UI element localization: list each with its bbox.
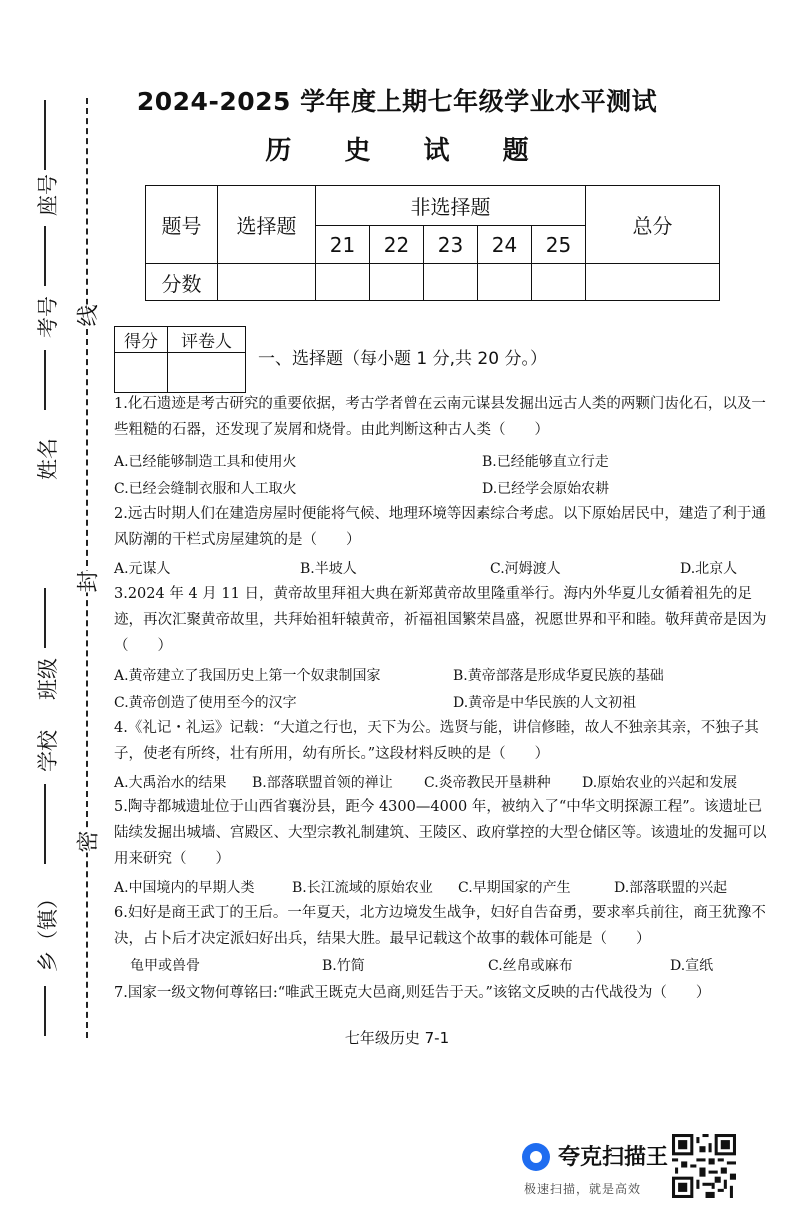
q25-header: 25 xyxy=(532,226,586,264)
town-label: 乡（镇） xyxy=(36,888,60,972)
q2-option-a: A.元谋人 xyxy=(114,561,171,577)
question-3: 3.2024 年 4 月 11 日，黄帝故里拜祖大典在新郑黄帝故里隆重举行。海内外华夏儿女循着祖先的足迹，再次汇聚黄帝故里，共拜始祖轩辕黄帝，祈福祖国繁荣昌盛，祝愿世界和平和睦。敬拜黄帝是因为（ ） xyxy=(114,586,767,654)
binding-dashed-line xyxy=(86,98,88,1038)
school-label: 学校 xyxy=(36,730,60,772)
question-7: 7.国家一级文物何尊铭曰:“唯武王既克大邑商,则廷告于天。”该铭文反映的古代战役为（ ） xyxy=(114,985,711,1001)
total-header: 总分 xyxy=(586,186,720,264)
q2-option-b: B.半坡人 xyxy=(300,561,357,577)
choice-header: 选择题 xyxy=(218,186,316,264)
page-title: 2024-2025 学年度上期七年级学业水平测试 xyxy=(136,87,658,116)
score-cell-choice xyxy=(218,264,316,301)
score-cell-23 xyxy=(424,264,478,301)
score-cell-25 xyxy=(532,264,586,301)
grader-name-label: 评卷人 xyxy=(168,327,246,353)
q6-option-d: D.宣纸 xyxy=(670,958,714,974)
q1-option-d: D.已经学会原始农耕 xyxy=(482,481,610,497)
q3-option-b: B.黄帝部落是形成华夏民族的基础 xyxy=(453,668,664,684)
name-line xyxy=(44,350,46,410)
q4-option-d: D.原始农业的兴起和发展 xyxy=(582,775,738,791)
score-cell-24 xyxy=(478,264,532,301)
question-4: 4.《礼记・礼运》记载：“大道之行也，天下为公。选贤与能，讲信修睦，故人不独亲其亲，不独子其子，使老有所终，壮有所用，幼有所长。”这段材料反映的是（ ） xyxy=(114,720,759,762)
score-cell-21 xyxy=(316,264,370,301)
q1-option-a: A.已经能够制造工具和使用火 xyxy=(114,454,297,470)
q23-header: 23 xyxy=(424,226,478,264)
exam-no-label: 考号 xyxy=(36,296,60,338)
seat-label: 座号 xyxy=(36,174,60,216)
grader-table xyxy=(114,326,246,393)
exam-no-line xyxy=(44,226,46,286)
q3-option-a: A.黄帝建立了我国历史上第一个奴隶制国家 xyxy=(114,668,381,684)
school-line xyxy=(44,784,46,864)
score-cell-total xyxy=(586,264,720,301)
q5-option-b: B.长江流域的原始农业 xyxy=(292,880,433,896)
grader-score-label: 得分 xyxy=(115,327,168,353)
q6-option-b: B.竹简 xyxy=(322,958,365,974)
question-2: 2.远古时期人们在建造房屋时便能将气候、地理环境等因素综合考虑。以下原始居民中，建造了利于通风防潮的干栏式房屋建筑的是（ ） xyxy=(114,506,766,548)
q4-option-a: A.大禹治水的结果 xyxy=(114,775,227,791)
grader-score-cell xyxy=(115,353,168,393)
question-5: 5.陶寺都城遗址位于山西省襄汾县，距今 4300—4000 年，被纳入了“中华文明探源工程”。该遗址已陆续发掘出城墙、宫殿区、大型宗教礼制建筑、王陵区、政府掌控的大型仓储区等。该遗址的发掘可以用来研究（ ） xyxy=(114,799,767,867)
q6-option-c: C.丝帛或麻布 xyxy=(488,958,573,974)
secret-mark: 密 xyxy=(72,830,103,852)
score-row-label: 分数 xyxy=(146,264,218,301)
q21-header: 21 xyxy=(316,226,370,264)
score-table xyxy=(145,185,720,301)
q4-option-b: B.部落联盟首领的禅让 xyxy=(252,775,393,791)
class-label: 班级 xyxy=(36,658,60,700)
qr-code-icon xyxy=(672,1134,736,1198)
q1-option-b: B.已经能够直立行走 xyxy=(482,454,609,470)
scanner-name: 夸克扫描王 xyxy=(558,1145,669,1170)
scanner-slogan: 极速扫描，就是高效 xyxy=(524,1182,642,1196)
q3-option-d: D.黄帝是中华民族的人文初祖 xyxy=(453,695,637,711)
scanner-logo-icon xyxy=(522,1143,550,1171)
q5-option-a: A.中国境内的早期人类 xyxy=(114,880,255,896)
class-line xyxy=(44,588,46,648)
page-footer: 七年级历史 7-1 xyxy=(344,1029,450,1047)
question-1: 1.化石遗迹是考古研究的重要依据，考古学者曾在云南元谋县发掘出远古人类的两颗门齿化石，以及一些粗糙的石器，还发现了炭屑和烧骨。由此判断这种古人类（ ） xyxy=(114,396,766,438)
question-no-header: 题号 xyxy=(146,186,218,264)
q6-option-a: 龟甲或兽骨 xyxy=(130,958,200,974)
q5-option-c: C.早期国家的产生 xyxy=(458,880,571,896)
seal-mark: 封 xyxy=(72,570,103,592)
q3-option-c: C.黄帝创造了使用至今的汉字 xyxy=(114,695,297,711)
q5-option-d: D.部落联盟的兴起 xyxy=(614,880,728,896)
q22-header: 22 xyxy=(370,226,424,264)
name-label: 姓名 xyxy=(36,438,60,480)
q2-option-c: C.河姆渡人 xyxy=(490,561,561,577)
q4-option-c: C.炎帝教民开垦耕种 xyxy=(424,775,551,791)
q2-option-d: D.北京人 xyxy=(680,561,738,577)
line-mark: 线 xyxy=(72,304,103,326)
question-6: 6.妇好是商王武丁的王后。一年夏天，北方边境发生战争，妇好自告奋勇，要求率兵前往，商王犹豫不决，占卜后才决定派妇好出兵，结果大胜。最早记载这个故事的载体可能是（ ） xyxy=(114,905,766,947)
q1-option-c: C.已经会缝制衣服和人工取火 xyxy=(114,481,297,497)
non-choice-header: 非选择题 xyxy=(316,186,586,226)
subject-title: 历 史 试 题 xyxy=(265,136,551,166)
q24-header: 24 xyxy=(478,226,532,264)
section-heading: 一、选择题（每小题 1 分,共 20 分。） xyxy=(258,349,547,369)
score-cell-22 xyxy=(370,264,424,301)
grader-name-cell xyxy=(168,353,246,393)
